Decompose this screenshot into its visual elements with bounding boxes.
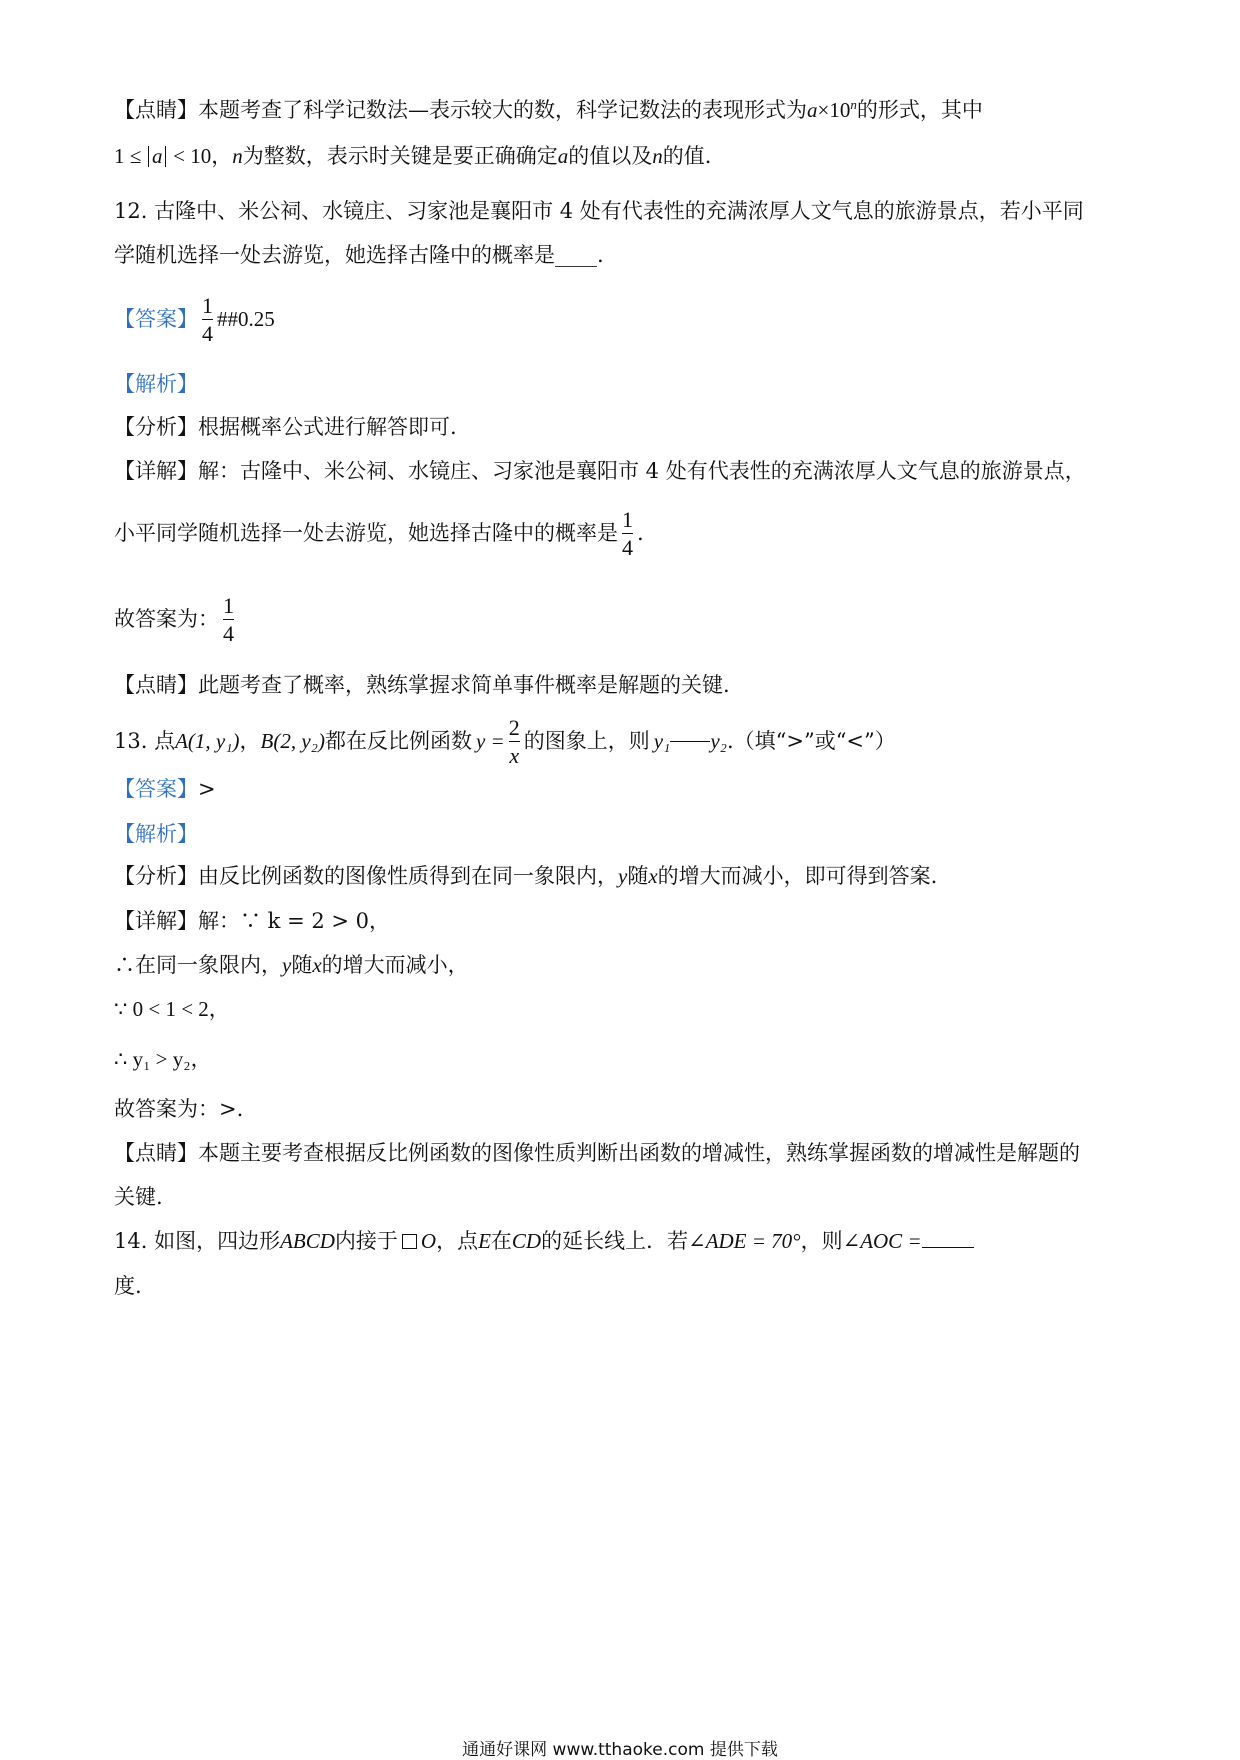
math-a: a: [807, 98, 818, 122]
page-footer: 通通好课网 www.tthaoke.com 提供下载: [462, 1740, 778, 1760]
var-x: x: [648, 864, 658, 888]
note-text: 本题考查了科学记数法—表示较大的数，科学记数法的表现形式为: [198, 98, 807, 122]
func-lhs: y =: [475, 729, 505, 754]
q12-dianjing: [114, 675, 730, 696]
stem-text: 内接于: [334, 1229, 398, 1253]
fenxi-text: 根据概率公式进行解答即可.: [198, 415, 457, 439]
stem-text: 14. 如图，四边形: [114, 1229, 281, 1253]
q13-step3: ∵ 0 < 1 < 2，: [114, 997, 230, 1021]
fenxi-tag: 【分析】: [114, 415, 198, 439]
q13-fenxi: [114, 866, 937, 887]
stem-text: ，点: [436, 1229, 479, 1253]
fraction-bar: [223, 619, 234, 620]
dianjing-tag: 【点睛】: [114, 98, 198, 122]
q13-answer: [114, 779, 216, 800]
math-abs-a: a: [148, 146, 167, 167]
angle-aoc: ∠AOC =: [842, 1229, 922, 1253]
xiangjie-text: 小平同学随机选择一处去游览，她选择古隆中的概率是: [114, 521, 618, 546]
stem-text: 都在反比例函数: [324, 729, 472, 754]
q14-stem-line2: 度.: [114, 1274, 142, 1298]
circle-o: O: [420, 1229, 437, 1253]
dianjing-text: 本题主要考查根据反比例函数的图像性质判断出函数的增减性，熟练掌握函数的增减性是解题的: [198, 1141, 1080, 1165]
answer-tag: 【答案】: [114, 777, 198, 801]
fraction-numerator: 1: [622, 507, 633, 532]
q12-analysis-tag: 【解析】: [114, 372, 198, 396]
var-x: x: [312, 953, 322, 977]
answer-text: >: [198, 777, 216, 801]
circle-symbol-icon: [402, 1234, 417, 1249]
point-e: E: [478, 1229, 491, 1253]
fenxi-text: 的增大而减小，即可得到答案.: [657, 864, 938, 888]
math-n: n: [232, 144, 243, 168]
comma: ，: [239, 729, 261, 754]
fraction-numerator: 2: [508, 715, 520, 740]
fraction-denominator: x: [509, 743, 520, 769]
stem-text: 在: [490, 1229, 512, 1253]
fenxi-text: 由反比例函数的图像性质得到在同一象限内，: [198, 864, 618, 888]
answer-tag: 【答案】: [114, 307, 198, 332]
fraction-denominator: 4: [622, 535, 633, 561]
fraction-bar: [202, 319, 213, 320]
point-a: A(1, y₁): [175, 729, 240, 754]
q14-stem-line1: [114, 1231, 974, 1252]
q12-xiangjie-line2: [114, 508, 644, 559]
q12-stem-line1: 12. 古隆中、米公祠、水镜庄、习家池是襄阳市 4 处有代表性的充满浓厚人文气息的旅游景点，若小平同: [114, 199, 1084, 223]
q13-xiangjie: [114, 911, 390, 932]
math-ineq: 1 ≤: [114, 144, 142, 168]
xiangjie-tag: 【详解】: [114, 459, 198, 483]
answer-tail: ##0.25: [217, 307, 275, 332]
q13-stem: [114, 716, 896, 767]
q12-answer: [114, 294, 275, 345]
note-text: 的形式，其中: [856, 98, 983, 122]
q12-stem-line2: 学随机选择一处去游览，她选择古隆中的概率是____.: [114, 243, 604, 267]
fraction-numerator: 1: [202, 293, 213, 318]
note-text: 的值以及: [568, 144, 653, 168]
y1: y₁: [653, 729, 671, 754]
fraction-denominator: 4: [202, 321, 213, 347]
math-n: n: [850, 97, 857, 112]
fraction-denominator: 4: [223, 621, 234, 647]
math-times: ×10: [817, 98, 851, 122]
q13-analysis-tag: 【解析】: [114, 822, 198, 846]
stem-text: 13. 点: [114, 729, 176, 754]
xiangjie-tag: 【详解】: [114, 909, 198, 933]
fraction: [622, 508, 633, 559]
fenxi-tag: 【分析】: [114, 864, 198, 888]
q13-gudaan: 故答案为：>.: [114, 1097, 244, 1121]
fraction: [509, 716, 520, 767]
stem-text: ，则: [800, 1229, 843, 1253]
var-y: y: [282, 953, 292, 977]
fenxi-text: 随: [627, 864, 649, 888]
stem-text: .（填“>”或“<”）: [726, 729, 896, 754]
gudaan-text: 故答案为：: [114, 607, 219, 632]
y2: y₂: [710, 729, 727, 754]
step-text: 随: [291, 953, 313, 977]
q13-step2: [114, 955, 469, 976]
dianjing-tag: 【点睛】: [114, 1141, 198, 1165]
fraction: [223, 594, 234, 645]
period: .: [637, 521, 644, 546]
math-ineq: < 10，: [173, 144, 233, 168]
step-text: ∴在同一象限内，: [114, 953, 282, 977]
stem-text: 的图象上，则: [523, 729, 650, 754]
fraction-bar: [509, 741, 520, 742]
angle-ade: ∠ADE = 70°: [688, 1229, 801, 1253]
q12-xiangjie-line1: [114, 461, 1086, 482]
q11-note-line1: [114, 98, 983, 121]
quad-abcd: ABCD: [280, 1229, 335, 1253]
q12-gudaan: [114, 594, 238, 645]
q12-fenxi: [114, 417, 457, 438]
stem-text: 的延长线上．若: [541, 1229, 689, 1253]
q13-dianjing-line2: 关键.: [114, 1185, 163, 1209]
answer-blank[interactable]: [670, 741, 710, 742]
dianjing-tag: 【点睛】: [114, 673, 198, 697]
segment-cd: CD: [511, 1229, 542, 1253]
point-b: B(2, y₂): [260, 729, 325, 754]
answer-blank[interactable]: [922, 1247, 974, 1248]
math-a: a: [557, 144, 569, 168]
fraction-numerator: 1: [223, 593, 234, 618]
fraction-bar: [622, 533, 633, 534]
fraction: [202, 294, 213, 345]
step-text: 的增大而减小，: [321, 953, 469, 977]
xiangjie-text: 解：古隆中、米公祠、水镜庄、习家池是襄阳市 4 处有代表性的充满浓厚人文气息的旅游景点，: [198, 459, 1086, 483]
var-y: y: [618, 864, 628, 888]
q13-step4: ∴ y₁ > y₂，: [114, 1047, 212, 1071]
dianjing-text: 此题考查了概率，熟练掌握求简单事件概率是解题的关键.: [198, 673, 730, 697]
note-text: 为整数，表示时关键是要正确确定: [242, 144, 558, 168]
xiangjie-text: 解：∵ k = 2 > 0，: [198, 909, 391, 933]
q13-dianjing-line1: [114, 1143, 1080, 1164]
note-text: 的值.: [662, 144, 712, 168]
q11-note-line2: [114, 146, 711, 167]
math-n: n: [652, 144, 663, 168]
